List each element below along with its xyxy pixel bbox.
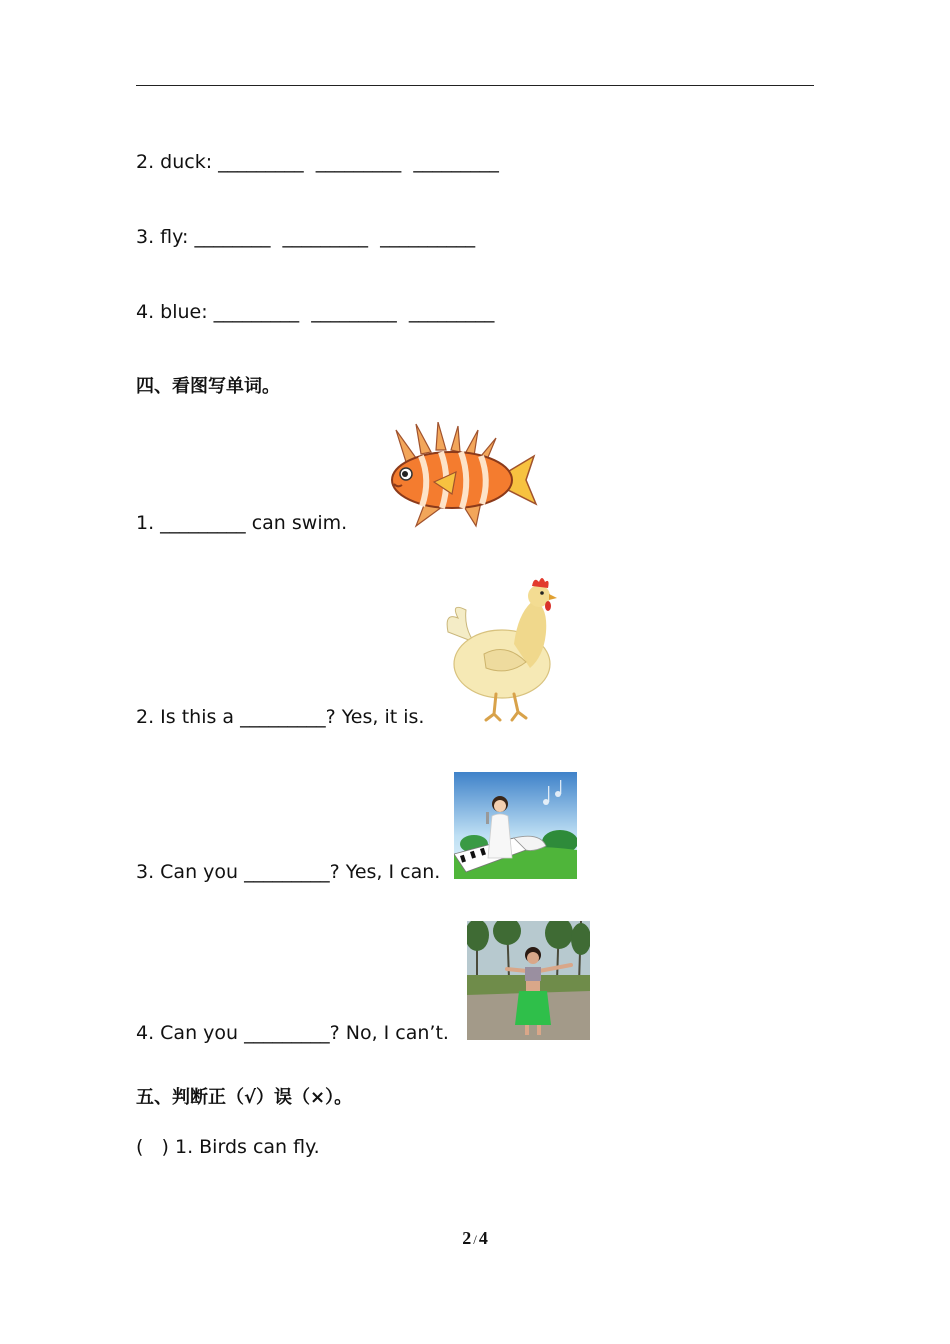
hen-image	[444, 572, 558, 724]
current-page: 2	[462, 1228, 472, 1248]
section-4-heading: 四、看图写单词。	[136, 376, 280, 397]
fish-image	[386, 422, 538, 530]
header-rule	[136, 85, 814, 86]
picture-question-3: 3. Can you _________? Yes, I can.	[136, 861, 441, 883]
page-number	[0, 1228, 950, 1249]
total-pages: 4	[478, 1228, 488, 1248]
picture-question-4: 4. Can you _________? No, I can’t.	[136, 1022, 449, 1044]
page-separator: /	[473, 1232, 477, 1247]
true-false-item-1: ( ) 1. Birds can fly.	[136, 1136, 320, 1158]
exercise-item-duck: 2. duck: _________ _________ _________	[136, 151, 499, 173]
singing-girl-photo	[454, 772, 577, 879]
exercise-item-blue: 4. blue: _________ _________ _________	[136, 301, 495, 323]
picture-question-1: 1. _________ can swim.	[136, 512, 348, 534]
picture-question-2: 2. Is this a _________? Yes, it is.	[136, 706, 425, 728]
exercise-item-fly: 3. fly: ________ _________ __________	[136, 226, 476, 248]
section-5-heading: 五、判断正（√）误（×）。	[136, 1087, 353, 1108]
dancing-girl-photo	[467, 921, 590, 1040]
